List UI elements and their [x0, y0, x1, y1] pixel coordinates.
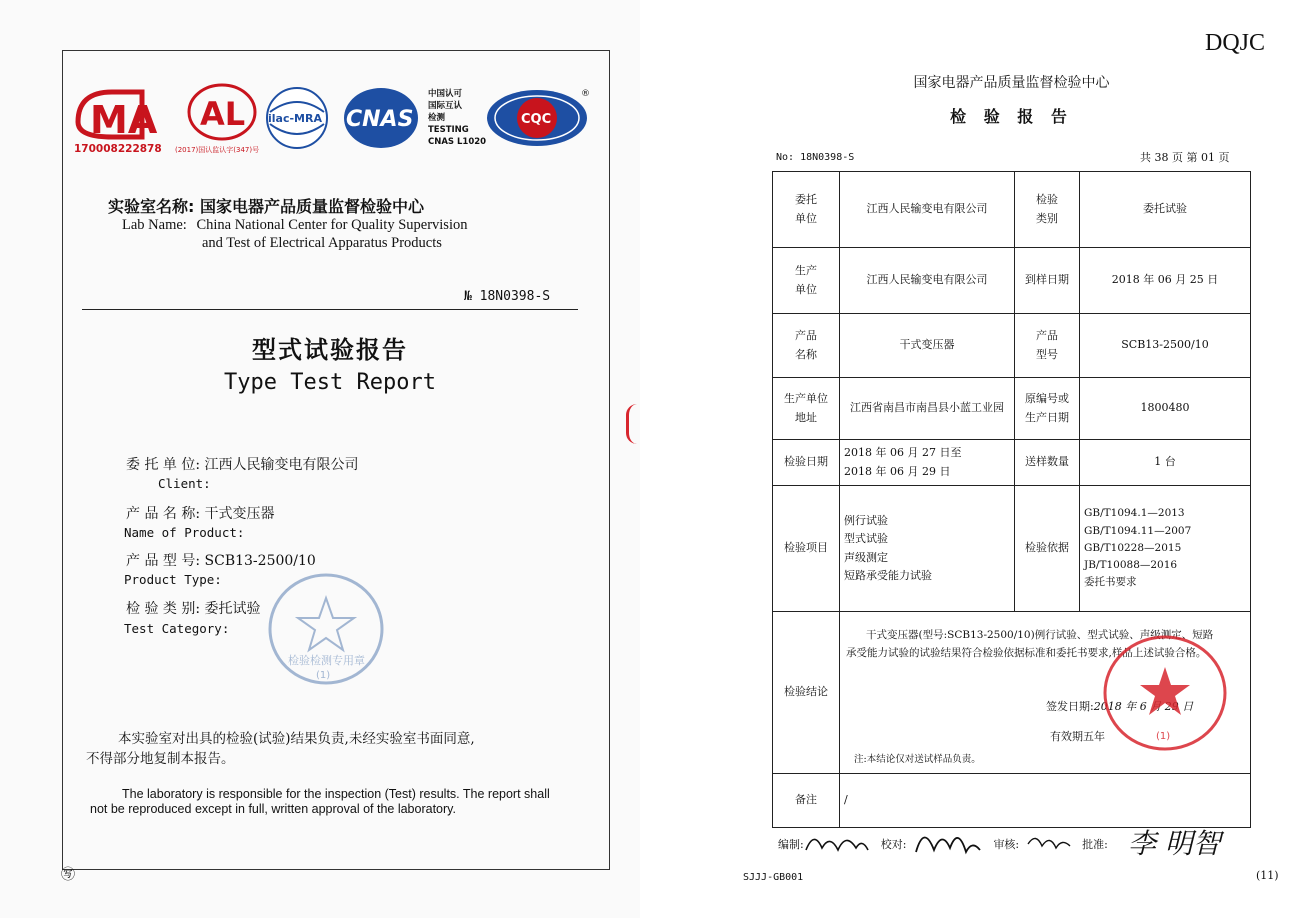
lab-name-cn-row — [108, 194, 424, 217]
cell-label: 生产单位 地址 — [773, 378, 840, 440]
cal-logo — [175, 85, 259, 154]
conclusion-note: 注:本结论仅对送试样品负责。 — [854, 754, 981, 765]
cnas-caption — [428, 88, 486, 147]
table-row — [773, 314, 1251, 378]
field-value: SCB13-2500/10 — [204, 553, 316, 569]
sign-label-checked: 校对: — [880, 838, 907, 851]
form-code: SJJJ-GB001 — [743, 872, 804, 883]
cnas-logo — [344, 88, 418, 148]
field-label-en: Test Category: — [124, 621, 230, 636]
report-number: No: 18N0398-S — [776, 152, 855, 163]
lab-label-en: Lab Name: — [122, 217, 187, 233]
seal-sub: (1) — [1156, 731, 1171, 742]
field-product-type — [126, 550, 316, 570]
table-row — [773, 486, 1251, 612]
cell-label: 委托 单位 — [773, 172, 840, 248]
cell-label: 检验项目 — [773, 486, 840, 612]
report-title: 检 验 报 告 — [950, 107, 1073, 126]
cma-logo — [74, 92, 162, 155]
field-product-name — [126, 503, 275, 523]
cover-header-rule — [82, 309, 578, 310]
cell-label: 检验结论 — [773, 612, 840, 774]
field-value: 江西人民输变电有限公司 — [204, 457, 359, 473]
table-row — [773, 248, 1251, 314]
cnas-caption-line: 中国认可 — [428, 89, 463, 99]
cell-value: 干式变压器 — [840, 314, 1015, 378]
page-count: 共 38 页 第 01 页 — [1140, 151, 1230, 164]
cnas-caption-line: 国际互认 — [428, 101, 463, 111]
notice-en-line2: not be reproduced except in full, written approval of the laboratory. — [90, 802, 456, 816]
notice-en-line1: The laboratory is responsible for the inspection (Test) results. The report shall — [122, 787, 550, 801]
cell-label: 产品 名称 — [773, 314, 840, 378]
cell-label: 到样日期 — [1015, 248, 1080, 314]
field-label-cn: 委 托 单 位: — [126, 457, 201, 473]
table-row — [773, 172, 1251, 248]
field-test-category — [126, 598, 261, 618]
field-value: 委托试验 — [204, 601, 261, 617]
lab-name-en-line2: and Test of Electrical Apparatus Products — [202, 235, 442, 251]
field-value: 干式变压器 — [204, 506, 275, 522]
report-org: 国家电器产品质量监督检验中心 — [913, 75, 1110, 91]
cqc-logo — [487, 89, 590, 146]
corner-code: DQJC — [1205, 30, 1266, 56]
cell-label: 检验依据 — [1015, 486, 1080, 612]
field-label-cn: 检 验 类 别: — [126, 601, 201, 617]
cell-value: 2018 年 06 月 25 日 — [1080, 248, 1251, 314]
cover-title-cn: 型式试验报告 — [252, 336, 408, 364]
cell-label: 备注 — [773, 774, 840, 828]
lab-label-cn: 实验室名称: — [108, 197, 195, 216]
conclusion-line2: 承受能力试验的试验结果符合检验依据标准和委托书要求,样品上述试验合格。 — [846, 647, 1207, 659]
cal-caption: (2017)国认监认字(347)号 — [175, 146, 260, 154]
field-label-en: Product Type: — [124, 572, 222, 587]
cell-value: 2018 年 06 月 27 日至 2018 年 06 月 29 日 — [840, 440, 1015, 486]
cma-logo-text: MA — [90, 98, 158, 142]
seal-sub: (1) — [316, 670, 331, 681]
field-label-cn: 产 品 型 号: — [126, 553, 201, 569]
lab-name-en-line1: China National Center for Quality Supervision — [196, 217, 468, 233]
inspection-seal-red — [1100, 633, 1230, 753]
cnas-caption-line: CNAS L1020 — [428, 137, 487, 147]
cell-label: 原编号或 生产日期 — [1015, 378, 1080, 440]
field-label-cn: 产 品 名 称: — [126, 506, 201, 522]
binding-mark — [626, 404, 637, 444]
lab-name-cn: 国家电器产品质量监督检验中心 — [199, 197, 424, 216]
cell-value: 江西人民输变电有限公司 — [840, 172, 1015, 248]
accreditation-logos — [72, 82, 612, 162]
remark-value: / — [840, 774, 1251, 828]
cell-value: 1 台 — [1080, 440, 1251, 486]
cover-report-number: № 18N0398-S — [464, 289, 551, 304]
cell-label: 检验日期 — [773, 440, 840, 486]
cell-value: SCB13-2500/10 — [1080, 314, 1251, 378]
cell-value: 江西人民输变电有限公司 — [840, 248, 1015, 314]
cqc-logo-text: CQC — [521, 112, 552, 127]
cell-label: 检验 类别 — [1015, 172, 1080, 248]
sign-label-approved: 批准: — [1082, 838, 1108, 851]
footer-mark-icon: ㊢ — [61, 867, 75, 883]
cell-value: GB/T1094.1—2013 GB/T1094.11—2007 GB/T10228—2015 JB/T10088—2016 委托书要求 — [1080, 486, 1251, 612]
sign-date-label: 签发日期: — [1046, 700, 1094, 713]
notice-cn-line2: 不得部分地复制本报告。 — [86, 751, 235, 767]
field-client — [126, 454, 359, 474]
cell-value: 委托试验 — [1080, 172, 1251, 248]
cnas-logo-text: CNAS — [346, 107, 414, 132]
field-label-en: Client: — [158, 476, 211, 491]
cnas-caption-line: 检测 — [428, 113, 446, 123]
table-row — [773, 440, 1251, 486]
cell-value: 江西省南昌市南昌县小蓝工业园 — [840, 378, 1015, 440]
cell-label: 生产 单位 — [773, 248, 840, 314]
ilac-mra-logo — [267, 88, 327, 148]
sign-label-reviewed: 审核: — [993, 838, 1020, 851]
cell-label: 送样数量 — [1015, 440, 1080, 486]
table-row — [773, 378, 1251, 440]
seal-text: 检验检测专用章 — [288, 654, 365, 667]
cnas-caption-line: TESTING — [428, 125, 469, 135]
inspection-seal-blue — [264, 570, 388, 688]
notice-cn-line1: 本实验室对出具的检验(试验)结果负责,未经实验室书面同意, — [118, 731, 475, 747]
registered-mark: ® — [581, 89, 590, 99]
field-label-en: Name of Product: — [124, 525, 245, 540]
approver-signature: 李 明智 — [1128, 827, 1221, 860]
cell-value: 1800480 — [1080, 378, 1251, 440]
cma-number: 170008222878 — [74, 143, 162, 155]
sign-label-compiled: 编制: — [778, 838, 804, 851]
validity: 有效期五年 — [1050, 730, 1105, 743]
cell-label: 产品 型号 — [1015, 314, 1080, 378]
page-number: (11) — [1256, 869, 1279, 882]
cell-value: 例行试验 型式试验 声级测定 短路承受能力试验 — [840, 486, 1015, 612]
conclusion-line1: 干式变压器(型号:SCB13-2500/10)例行试验、型式试验、声级测定、短路 — [866, 629, 1214, 641]
sign-date-value: 2018 年 6 月 29 日 — [1093, 700, 1194, 713]
ilac-logo-text: ilac-MRA — [268, 112, 322, 125]
cal-logo-text: AL — [200, 95, 246, 133]
cover-title-en: Type Test Report — [224, 370, 436, 395]
lab-name-en-block — [122, 216, 467, 252]
